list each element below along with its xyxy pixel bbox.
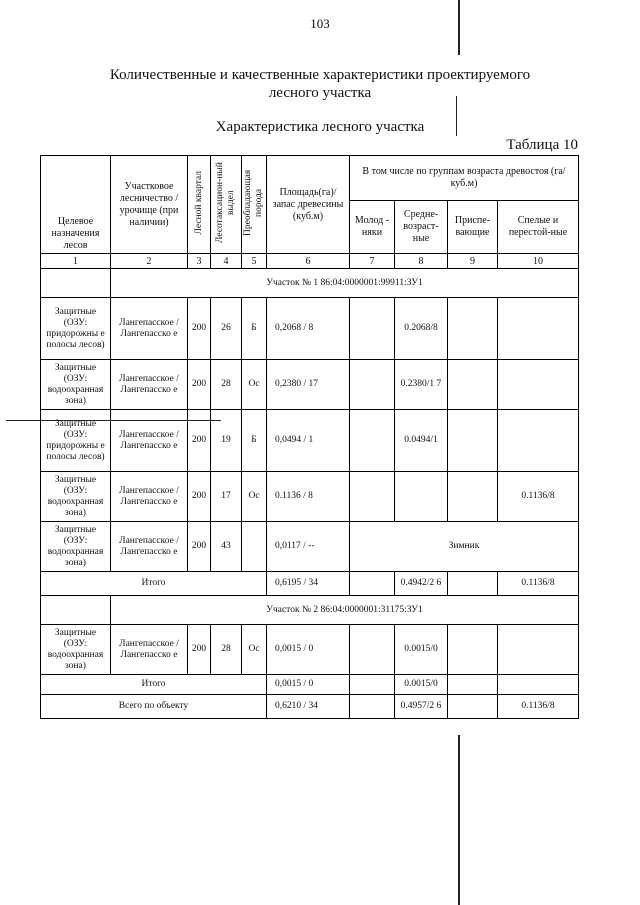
scan-line-mark [458,735,460,905]
cell-species: Б [242,410,267,472]
cell-quarter: 200 [188,472,211,522]
cell-purpose: Защитные (ОЗУ: водоохранная зона) [41,472,111,522]
col-number: 3 [188,254,211,269]
col-number: 7 [350,254,395,269]
cell-mature [498,410,579,472]
cell-ripening [448,298,498,360]
grand-total-mature: 0.1136/8 [498,695,579,719]
header-young: Молод - няки [350,201,395,254]
col-number: 5 [242,254,267,269]
cell-section: 19 [211,410,242,472]
scan-line-mark [456,96,457,136]
cell-area: 0,0494 / 1 [267,410,350,472]
page-number: 103 [310,16,330,31]
cell-area: 0.1136 / 8 [267,472,350,522]
cell-purpose: Защитные (ОЗУ: придорожны е полосы лесов) [41,298,111,360]
cell-young [350,298,395,360]
cell-purpose: Защитные (ОЗУ: водоохранная зона) [41,625,111,675]
grand-total-ripening [448,695,498,719]
header-section: Лесотаксацион-ный выдел [211,156,242,254]
header-ripening: Приспе-вающие [448,201,498,254]
plot1-total-row [41,572,579,596]
col-number: 10 [498,254,579,269]
title-line-1: Количественные и качественные характеристики проектируемого [109,67,531,83]
cell-purpose: Защитные (ОЗУ: придорожны е полосы лесов) [41,410,111,472]
table-row [41,625,579,675]
total-mature: 0.1136/8 [498,572,579,596]
cell-forestry: Лангепасское /Лангепасско е [111,298,188,360]
grand-total-area: 0,6210 / 34 [267,695,350,719]
cell-area: 0,2068 / 8 [267,298,350,360]
cell-mature [498,298,579,360]
total-mature [498,675,579,695]
cell-mature [498,360,579,410]
cell-young [350,410,395,472]
plot2-title: Участок № 2 86:04:0000001:31175:ЗУ1 [111,596,579,625]
cell-quarter: 200 [188,625,211,675]
col-number: 2 [111,254,188,269]
total-ripening [448,572,498,596]
column-numbers-row [41,254,579,269]
total-area: 0,6195 / 34 [267,572,350,596]
header-middle: Средне-возраст-ные [395,201,448,254]
grand-total-row [41,695,579,719]
total-middle: 0.0015/0 [395,675,448,695]
col-number: 9 [448,254,498,269]
cell-species: Ос [242,360,267,410]
col-number: 6 [267,254,350,269]
col-number: 4 [211,254,242,269]
total-ripening [448,675,498,695]
cell-section: 26 [211,298,242,360]
header-purpose: Целевое назначения лесов [41,156,111,254]
col-number: 1 [41,254,111,269]
cell-section: 17 [211,472,242,522]
cell-forestry: Лангепасское /Лангепасско е [111,360,188,410]
document-title [60,66,580,102]
table-row [41,472,579,522]
winter-road-note: Зимник [350,522,579,572]
header-age-groups: В том числе по группам возраста древостоя (га/куб.м) [350,156,579,201]
cell-quarter: 200 [188,298,211,360]
total-young [350,572,395,596]
cell-species: Ос [242,472,267,522]
header-mature: Спелые и перестой-ные [498,201,579,254]
cell-forestry: Лангепасское /Лангепасско е [111,625,188,675]
plot1-title-row [41,269,579,298]
plot1-title: Участок № 1 86:04:0000001:99911:ЗУ1 [111,269,579,298]
cell-area: 0,0117 / -- [267,522,350,572]
cell-ripening [448,625,498,675]
cell-purpose: Защитные (ОЗУ: водоохранная зона) [41,522,111,572]
title-line-2: лесного участка [268,85,372,101]
cell-mature: 0.1136/8 [498,472,579,522]
table-row [41,360,579,410]
cell-quarter: 200 [188,410,211,472]
forest-plot-table [40,155,579,719]
grand-total-middle: 0.4957/2 6 [395,695,448,719]
table-row [41,522,579,572]
cell-young [350,625,395,675]
cell-species: Ос [242,625,267,675]
cell-forestry: Лангепасское /Лангепасско е [111,472,188,522]
table-row [41,410,579,472]
cell-ripening [448,360,498,410]
cell-forestry: Лангепасское /Лангепасско е [111,522,188,572]
cell-section: 28 [211,625,242,675]
total-middle: 0.4942/2 6 [395,572,448,596]
table-row [41,298,579,360]
table-label: Таблица 10 [506,137,578,153]
cell-section: 28 [211,360,242,410]
section-subtitle: Характеристика лесного участка [215,119,425,135]
header-area: Площадь(га)/ запас древесины (куб.м) [267,156,350,254]
cell-middle: 0.0494/1 [395,410,448,472]
total-label: Итого [41,675,267,695]
cell-quarter: 200 [188,360,211,410]
scan-line-mark [458,0,460,55]
grand-total-young [350,695,395,719]
plot2-title-row [41,596,579,625]
total-label: Итого [41,572,267,596]
cell-middle: 0.2068/8 [395,298,448,360]
plot2-total-row [41,675,579,695]
cell-species [242,522,267,572]
cell-purpose: Защитные (ОЗУ: водоохранная зона) [41,360,111,410]
cell-mature [498,625,579,675]
cell-young [350,472,395,522]
total-area: 0,0015 / 0 [267,675,350,695]
cell-forestry: Лангепасское /Лангепасско е [111,410,188,472]
header-forestry: Участковое лесничество /урочище (при наличии) [111,156,188,254]
cell-quarter: 200 [188,522,211,572]
header-quarter: Лесной квартал [188,156,211,254]
col-number: 8 [395,254,448,269]
cell-section: 43 [211,522,242,572]
header-species: Преобладающая порода [242,156,267,254]
cell-area: 0,0015 / 0 [267,625,350,675]
cell-young [350,360,395,410]
grand-total-label: Всего по объекту [41,695,267,719]
cell-middle [395,472,448,522]
cell-species: Б [242,298,267,360]
cell-ripening [448,472,498,522]
cell-ripening [448,410,498,472]
cell-area: 0,2380 / 17 [267,360,350,410]
cell-middle: 0.0015/0 [395,625,448,675]
total-young [350,675,395,695]
cell-middle: 0.2380/1 7 [395,360,448,410]
